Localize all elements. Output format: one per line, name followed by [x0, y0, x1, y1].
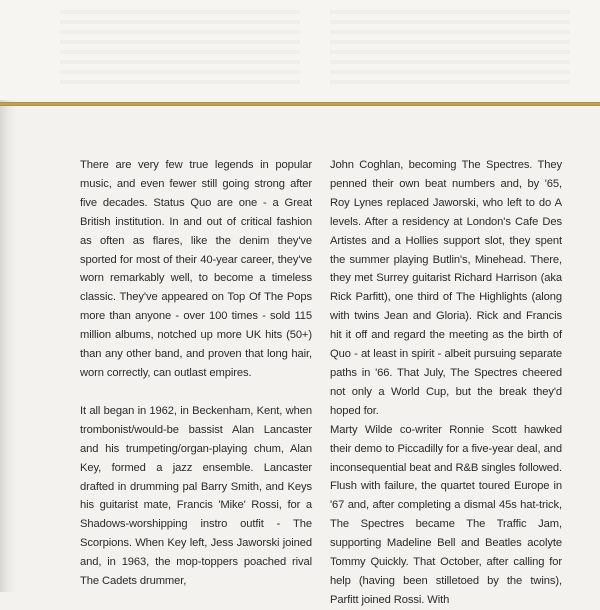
gold-divider-rule [0, 102, 600, 106]
paragraph-origins: It all began in 1962, in Beckenham, Kent, when trombonist/would-be bassist Alan Lancaster and his trumpeting/organ-playing chum, Alan Key, formed a jazz ensemble. Lancaster drafted in drumming pal Barry Smith, and Keys his guitarist mate, Francis 'Mike' Rossi, for a Shadows-worshipping instro outfit - The Scorpions. When Key left, Jess Jaworski joined and, in 1963, the mop-toppers poached rival The Cadets drummer, [80, 404, 312, 588]
show-through-text-left [60, 10, 300, 85]
show-through-text-right [330, 10, 570, 85]
paragraph-spectres: John Coghlan, becoming The Spectres. They penned their own beat numbers and, by '65, Roy Lynes replaced Jaworski, who left to do A levels. After a residency at London's Cafe Des Artistes and a Hollies support slot, they spent the summer playing Butlin's, Minehead. There, they met Surrey guitarist Richard Harrison (aka Rick Parfitt), one third of The Highlights (along with twins Jean and Gloria). Rick and Francis hit it off and regard the meeting as the birth of Quo - at least in spirit - albeit pursuing separate paths in '66. That July, The Spectres cheered not only a World Cup, but the break they'd hoped for. [330, 159, 562, 417]
paragraph-intro: There are very few true legends in popular music, and even fewer still going strong after five decades. Status Quo are one - a Great British institution. In and out of critical fashion as often as flares, like the denim they've sported for most of their 40-year career, they've worn remarkably well, to become a timeless classic. They've appeared on Top Of The Pops more than anyone - over 100 times - sold 115 million albums, notched up more UK hits (50+) than any other band, and proven that long hair, worn correctly, can outlast empires. [80, 159, 312, 379]
header-band [0, 0, 600, 100]
paragraph-piccadilly: Marty Wilde co-writer Ronnie Scott hawked their demo to Piccadilly for a five-year deal, and inconsequential beat and R&B singles followed. Flush with failure, the quartet toured Europe in '67 and, after completing a dismal 45s hat-trick, The Spectres became The Traffic Jam, supporting Madeline Bell and Beatles acolyte Tommy Quickly. That October, after calling for help (having been stilletoed by the twins), Parfitt joined Rossi. With [330, 423, 562, 606]
right-text-column [330, 156, 562, 610]
left-text-column [80, 156, 312, 591]
